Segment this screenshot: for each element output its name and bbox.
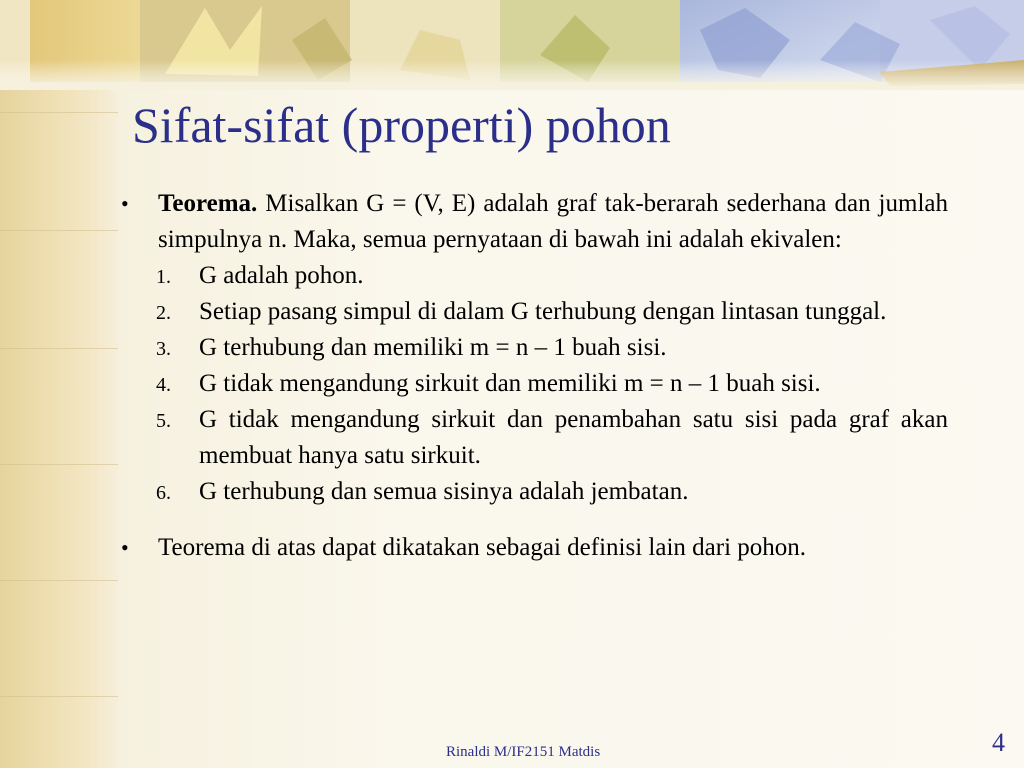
strip-seam: [0, 230, 118, 231]
list-item: [118, 402, 948, 474]
theorem-statement: Misalkan G = (V, E) adalah graf tak-berarah sederhana dan jumlah simpulnya n. Maka, semua pernyataan di bawah ini adalah ekivalen:: [158, 190, 948, 253]
item-number: 4.: [156, 374, 171, 396]
strip-seam: [0, 580, 118, 581]
item-number: 5.: [156, 410, 171, 432]
item-text: Setiap pasang simpul di dalam G terhubung dengan lintasan tunggal.: [199, 298, 887, 325]
list-item: [118, 258, 948, 294]
item-text: G terhubung dan memiliki m = n – 1 buah sisi.: [199, 334, 667, 361]
item-number: 2.: [156, 302, 171, 324]
strip-seam: [0, 348, 118, 349]
bullet-icon: •: [121, 535, 129, 560]
item-number: 6.: [156, 482, 171, 504]
remark-text: Teorema di atas dapat dikatakan sebagai definisi lain dari pohon.: [158, 534, 807, 561]
strip-seam: [0, 696, 118, 697]
strip-seam: [0, 464, 118, 465]
theorem-text: [158, 186, 948, 258]
list-item: [118, 294, 948, 330]
strip-seam: [0, 112, 118, 113]
item-text: G adalah pohon.: [199, 262, 364, 289]
list-item: [118, 330, 948, 366]
item-number: 3.: [156, 338, 171, 360]
list-item: [118, 366, 948, 402]
page-number: 4: [992, 728, 1005, 757]
bullet-theorem: [118, 186, 948, 258]
decorative-banner: [0, 0, 1024, 90]
list-item: [118, 474, 948, 510]
bullet-remark: [118, 530, 948, 566]
parchment-strip: [0, 0, 118, 768]
item-text: G tidak mengandung sirkuit dan penambahan satu sisi pada graf akan membuat hanya satu sirkuit.: [199, 406, 948, 469]
item-text: G terhubung dan semua sisinya adalah jembatan.: [199, 478, 689, 505]
slide-body: [118, 186, 948, 566]
slide-title: Sifat-sifat (properti) pohon: [132, 97, 671, 153]
theorem-lead: Teorema.: [158, 190, 258, 217]
equivalence-list: [118, 258, 948, 510]
item-text: G tidak mengandung sirkuit dan memiliki m = n – 1 buah sisi.: [199, 370, 821, 397]
footer-credit: Rinaldi M/IF2151 Matdis: [446, 744, 601, 760]
bullet-icon: •: [121, 191, 129, 216]
item-number: 1.: [156, 266, 171, 288]
